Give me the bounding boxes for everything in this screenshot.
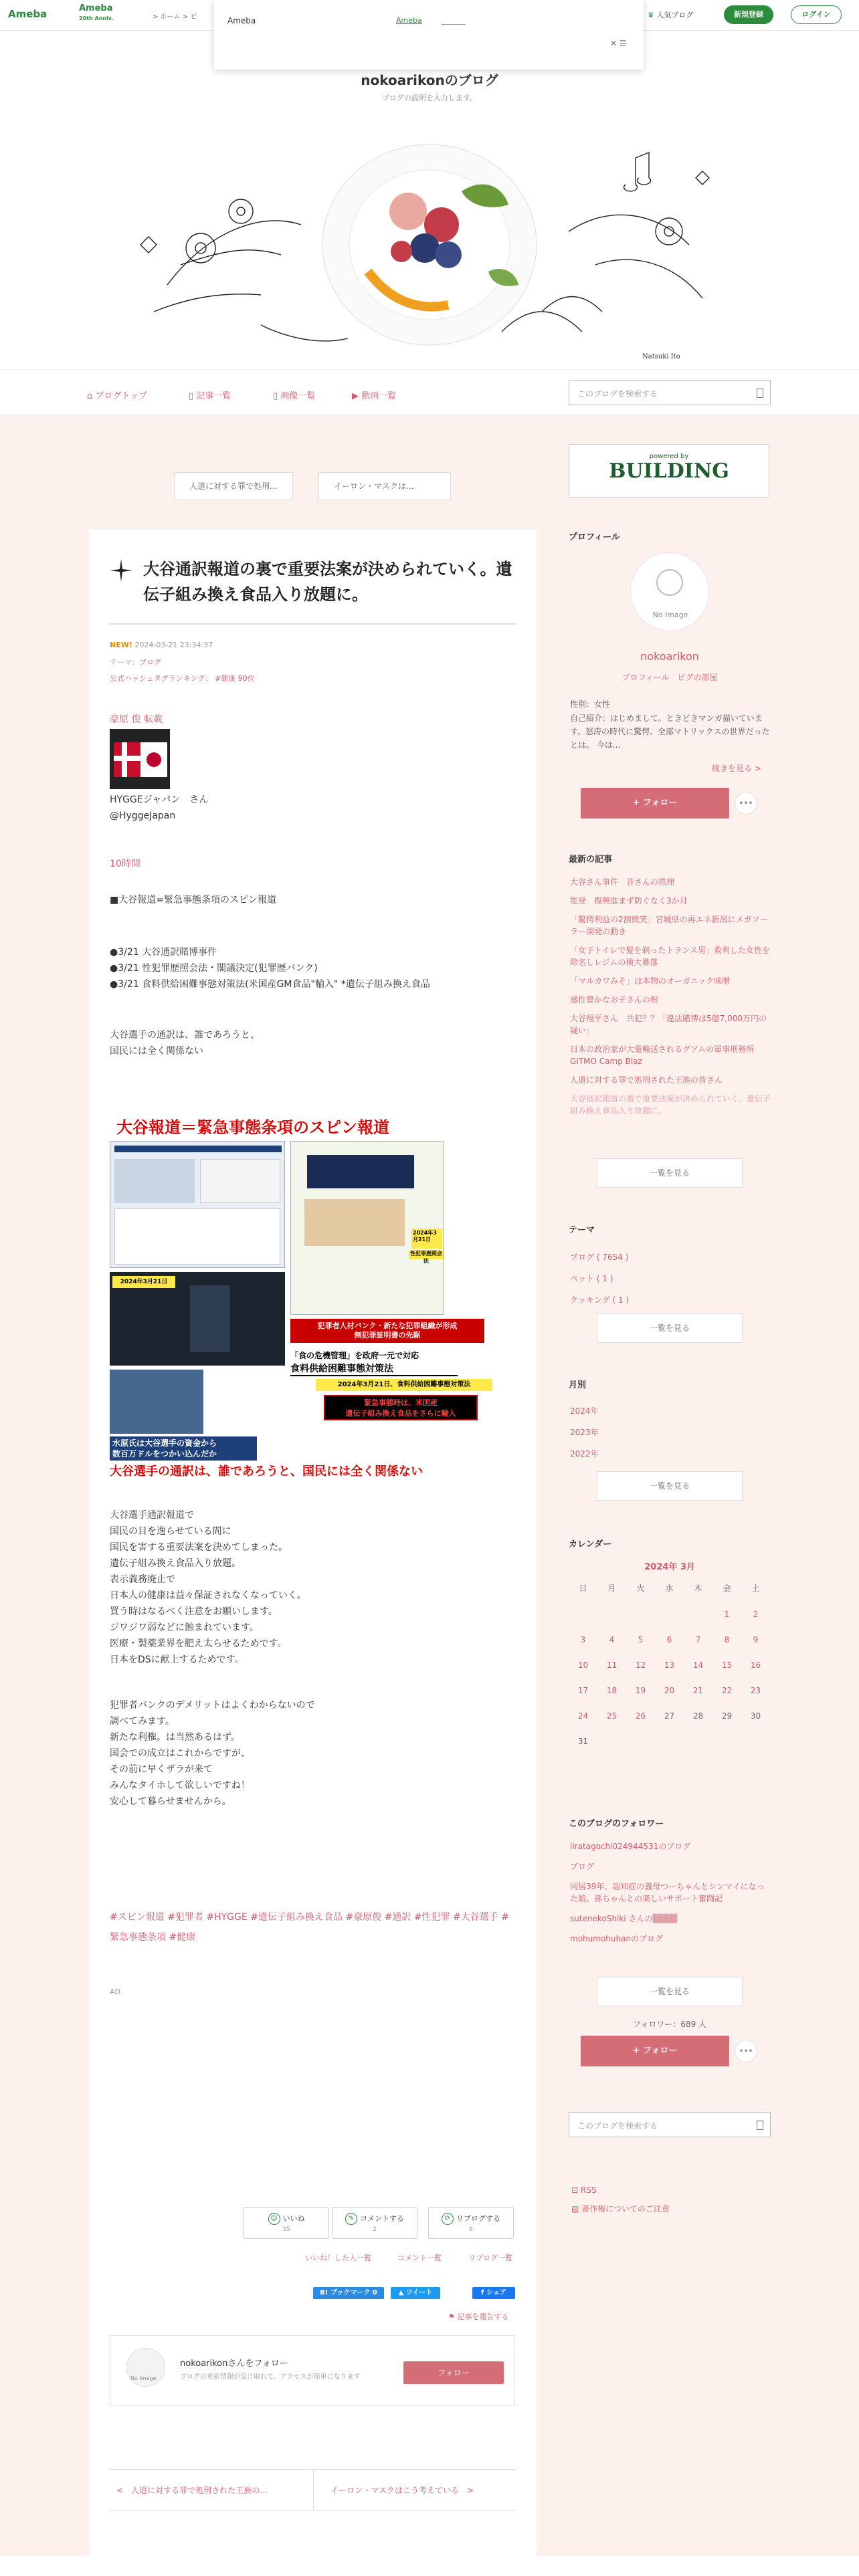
ranking-rank: 90位 [237,674,255,683]
fig-date-2: 2024年3月21日 [112,1276,175,1288]
calendar-day[interactable]: 3 [580,1635,586,1644]
ad-popup-underline [442,24,466,25]
infographic-panel-law [290,1141,444,1315]
house-icon: ⌂ [87,391,93,401]
theme-item[interactable]: ブログ ( 7654 ) [570,1253,629,1262]
chevron-right-icon: > [467,2486,474,2495]
bookmark-count: 0 [372,2289,377,2296]
pagination-divider [313,2470,314,2510]
nav-videos[interactable] [352,389,396,401]
more-options-icon[interactable]: ••• [735,2040,757,2062]
illustrator-signature: Natsuki Ito [642,353,680,360]
calendar-day: 27 [664,1711,675,1721]
title-divider [110,623,516,625]
month-item[interactable]: 2023年 [570,1428,599,1437]
blog-search-placeholder: このブログを検索する [577,389,658,399]
calendar-day: 31 [577,1737,589,1746]
ad-popup-link[interactable]: Ameba [396,16,422,25]
entry-date-line [110,641,213,649]
theme-item[interactable]: ペット ( 1 ) [570,1274,613,1283]
reblog-list-link[interactable]: リブログ一覧 [468,2254,512,2262]
hashtag[interactable]: #犯罪者 [167,1912,203,1923]
like-count: 35 [282,2226,290,2233]
fig-emergency [324,1395,478,1420]
calendar-weekdays [569,1582,771,1594]
ad-popup [214,0,644,70]
recent-heading: 最新の記事 [569,855,613,865]
calendar-day[interactable]: 22 [721,1686,733,1695]
search-icon[interactable] [757,389,763,398]
nav-images[interactable] [273,389,315,401]
paragraph-5: 犯罪者バンクのデメリットはよくわからないので 調べてみます。 新たな利権。は当然あるはず。 国会での成立はこれからですが、 その前に早くザラが来て みんなタイホして欲しいですね！ 安心して暮らせませんから。 [110,1700,315,1807]
recent-item[interactable]: 大谷翔平さん 共犯？？「違法賭博は5億7,000万円の疑い」 [570,1014,767,1035]
new-badge: NEW! [110,641,132,649]
weekday: 木 [694,1584,702,1593]
prev-entry-top[interactable] [174,472,293,500]
calendar-day[interactable]: 20 [664,1686,675,1695]
flag-icon: ⚑ [448,2313,455,2321]
profile-noimage: No Image [652,611,688,619]
nav-blog-top-label: ブログトップ [95,391,148,401]
crown-icon: ♛ [648,11,654,19]
bird-icon: ▲ [398,2289,404,2296]
powered-by: powered by [649,453,689,460]
calendar-day[interactable]: 23 [750,1686,761,1695]
avatar [126,2348,165,2387]
follow-button[interactable]: フォロー [403,2361,504,2384]
ameba-20th-logo-text: Ameba [79,3,113,13]
panel-news-photo [114,1159,195,1203]
profile-gender: 性別：女性 [570,700,611,709]
fig-food-law: 食料供給困難事態対策法 [290,1362,458,1376]
fig-footer: 大谷選手の通訳は、誰であろうと、国民には全く関係ない [110,1465,423,1479]
profile-name[interactable]: nokoarikon [640,650,699,663]
blog-title[interactable]: nokoarikonのブログ [361,72,498,88]
next-entry-top[interactable] [318,472,451,500]
weekday: 火 [636,1584,645,1593]
breadcrumb-pigg[interactable]: ピ [190,13,197,21]
entry-theme-link[interactable]: ブログ [139,658,161,667]
nav-articles[interactable] [189,389,231,401]
popular-blog-label: 人気ブログ [656,11,694,19]
next-entry-label: イーロン・マスクはこう考えている [330,2486,460,2495]
fig-caption-1-line2: 無犯罪証明書の先駆 [354,1331,421,1339]
blog-header [0,31,859,369]
ameba-logo[interactable]: Ameba [8,8,47,20]
fig-emergency-line2: 遺伝子組み換え食品をさらに輸入 [345,1409,456,1418]
hashtag[interactable]: #性犯罪 [413,1912,450,1923]
more-options-icon[interactable]: ••• [735,792,757,815]
sidebar-follow-button[interactable]: + フォロー [581,788,729,819]
sidebar-search-placeholder: このブログを検索する [577,2121,658,2131]
profile-links [569,671,771,683]
prev-entry-top-label: 人道に対する罪で処刑... [189,481,278,491]
calendar-day[interactable]: 16 [750,1660,761,1670]
copyright-label: 著作権についてのご注意 [581,2204,670,2214]
weekday: 日 [579,1584,587,1593]
monthly-heading: 月別 [569,1380,587,1390]
login-button[interactable]: ログイン [791,5,842,24]
hashtag-ranking-line [110,673,255,683]
follower-item[interactable]: 同居39年、認知症の義母つーちゃんとシンマイになった娘。孫ちゃんとの楽しいサポート奮闘記 [570,1882,765,1903]
hashtag[interactable]: #緊急事態条項 [110,1912,509,1943]
recent-item[interactable]: 感性豊かなお子さんの根 [570,995,659,1004]
hashtag[interactable]: #遺伝子組み換え食品 [250,1912,343,1923]
copyright-link[interactable] [571,2203,670,2214]
register-button[interactable]: 新規登録 [724,5,773,24]
rss-icon: ⊡ [571,2185,579,2195]
panel-news-article [114,1208,280,1265]
calendar-day: 28 [692,1711,704,1721]
next-entry-link[interactable] [330,2484,474,2496]
hashtag[interactable]: #HYGGE [206,1912,248,1923]
calendar-day[interactable]: 8 [724,1635,730,1644]
calendar-day[interactable]: 9 [753,1635,759,1644]
tweet-button[interactable] [391,2287,440,2299]
ranking-tag-link[interactable]: #健康 [214,674,236,683]
pigg-room-link[interactable]: ピグの部屋 [677,673,718,682]
post-time: 10時間 [110,859,140,869]
ameba-20th-logo[interactable] [79,4,113,23]
nav-images-label: 画像一覧 [280,391,316,401]
calendar-day[interactable]: 15 [721,1660,733,1670]
profile-intro: 自己紹介：はじめまして。ときどきマンガ描いています。怒涛の時代に驚愕、全部マトリックスの世界だったとは。 今は... [570,714,770,750]
infographic-panel-players [110,1370,203,1434]
follow-box-title: nokoarikonさんをフォロー [180,2359,288,2369]
reblog-icon: ⟳ [442,2213,454,2225]
theme-view-list-button[interactable]: 一覧を見る [597,1313,743,1343]
next-entry-top-label: イーロン・マスクは... [334,481,414,491]
document-icon: ▯ [189,391,194,401]
recent-item[interactable]: 「マルカワみそ」は本物のオーガニック味噌 [570,976,731,986]
fig-food-title: 「食の危機管理」を政府一元で対応 [290,1351,419,1360]
follow-box-desc: ブログの更新情報が受け取れて、アクセスが簡単になります [180,2373,361,2381]
calendar-day: 29 [721,1711,733,1721]
calendar-week [569,1660,771,1670]
follower-count: フォロワー：689 人 [632,2020,707,2029]
facebook-icon: f [481,2289,484,2296]
panel-news-band [114,1146,282,1152]
infographic-panel-photo [110,1272,285,1366]
calendar-day[interactable]: 14 [692,1660,704,1670]
recent-item[interactable]: 「女子トイレで髪を剃ったトランス男」救利した女性を除名しレジムの検大暴落 [570,946,771,967]
recent-item[interactable]: 大谷さん事件 昔さんの推理 [570,877,675,887]
calendar-week [569,1635,771,1644]
weekday: 水 [665,1584,674,1593]
calendar-day[interactable]: 25 [606,1711,617,1721]
fig-mizuhara [110,1436,257,1461]
calendar-day[interactable]: 10 [577,1660,589,1670]
hashtag[interactable]: #スピン報道 [110,1912,165,1923]
calendar-day[interactable]: 13 [664,1660,675,1670]
ad-popup-brand: Ameba [227,16,256,25]
infographic-panel-news [110,1141,285,1268]
reblog-label: リブログする [456,2214,500,2223]
calendar-day[interactable]: 7 [695,1635,701,1644]
panel-photo-figure [190,1285,230,1352]
blog-description: ブログの説明を入力します。 [381,94,478,102]
panel-law-chart [307,1155,414,1188]
followers-view-list-button[interactable]: 一覧を見る [597,1977,743,2006]
recent-item-current[interactable]: 大谷通訳報道の裏で重要法案が決められていく。遺伝子組み換え食品入り放題に。 [570,1094,771,1115]
fig-note-1: 性犯罪歴照会法 [410,1251,442,1264]
entry-date: 2024-03-21 23:34:37 [134,641,213,649]
theme-list [570,1247,771,1311]
share-label: シェア [486,2289,506,2296]
calendar-week [569,1686,771,1695]
calendar-day[interactable]: 12 [635,1660,646,1670]
panel-news-text [200,1159,280,1203]
flags-avatar [110,729,170,789]
tweet-label: ツイート [405,2289,433,2296]
breadcrumb-home[interactable]: ホーム [160,13,181,21]
building-banner[interactable] [569,444,769,498]
reblog-from[interactable]: 豪原 俊 転載 [110,714,163,725]
fig-date-3: 2024年3月21日、食料供給困難事態対策法 [316,1379,492,1391]
recent-list [570,876,771,1123]
follower-item[interactable]: ブログ [570,1862,595,1871]
profile-heading: プロフィール [569,532,620,542]
prev-entry-label: 人道に対する罪で処刑された王族の... [131,2486,268,2495]
comment-list-link[interactable]: コメント一覧 [397,2254,442,2262]
monthly-list [570,1400,771,1465]
source-name[interactable]: HYGGEジャパン さん [110,794,209,805]
entry-article [90,530,537,2556]
header-illustration [127,111,732,365]
weekday: 月 [607,1584,616,1593]
like-button[interactable] [244,2207,329,2239]
calendar-day[interactable]: 6 [666,1635,672,1644]
fig-mizuhara-line2: 数百万ドルをつかい込んだか [112,1449,217,1459]
calendar-day: 30 [750,1711,761,1721]
nav-videos-label: 動画一覧 [361,391,397,401]
report-label: 記事を報告する [457,2313,509,2321]
calendar-heading: カレンダー [569,1539,612,1549]
hashtag[interactable]: #通訳 [384,1912,411,1923]
hashtag[interactable]: #健康 [169,1932,196,1943]
infographic-image[interactable] [110,1111,514,1481]
document-icon: ▤ [571,2204,579,2214]
follower-item[interactable]: sutenekoShiki さんの▒▒▒▒ [570,1914,678,1923]
comment-button[interactable] [332,2207,417,2239]
calendar-week [569,1737,771,1746]
image-icon: ▯ [273,391,278,401]
follower-item[interactable]: mohumohuhanのブログ [570,1934,664,1943]
fig-caption-1 [290,1319,484,1343]
blog-search-input[interactable] [569,380,771,405]
hashtag[interactable]: #大谷選手 [452,1912,498,1923]
facebook-share-button[interactable] [472,2287,515,2299]
calendar-day[interactable]: 26 [635,1711,646,1721]
theme-label: テーマ： [110,658,139,667]
monthly-view-list-button[interactable]: 一覧を見る [597,1471,743,1501]
rss-label: RSS [580,2185,597,2195]
calendar-day[interactable]: 2 [753,1610,759,1619]
calendar-day[interactable]: 11 [606,1660,617,1670]
ad-popup-close-icon[interactable]: ✕ ☰ [610,39,627,48]
follow-box [110,2335,515,2406]
comment-count: 2 [373,2226,377,2233]
hatena-bookmark-button[interactable] [313,2287,384,2299]
source-handle[interactable]: @HyggeJapan [110,811,176,821]
paragraph-1: ■大谷報道=緊急事態条項のスピン報道 [110,895,276,905]
calendar-day[interactable]: 1 [724,1610,730,1619]
followers-heading: このブログのフォロワー [569,1819,664,1829]
chevron-left-icon: < [116,2486,124,2495]
ranking-label: 公式ハッシュタグランキング： [110,674,213,683]
smile-icon: ☺ [268,2213,280,2225]
breadcrumb: > ホーム > ピ [153,13,197,21]
profile-more-link[interactable]: 続きを見る > [712,764,761,773]
calendar-day[interactable]: 24 [577,1711,589,1721]
calendar-day[interactable]: 19 [635,1686,646,1695]
theme-heading: テーマ [569,1225,595,1235]
prev-entry-link[interactable] [116,2484,268,2496]
profile-avatar[interactable] [630,552,709,631]
video-icon: ▶ [352,391,359,401]
rss-link[interactable] [571,2185,596,2195]
sidebar-follow-button-2[interactable]: + フォロー [581,2036,729,2066]
liked-users-link[interactable]: いいね！した人一覧 [305,2254,371,2262]
sidebar-search-input[interactable] [569,2112,771,2137]
hashtag[interactable]: #豪原俊 [345,1912,382,1923]
entry-pagination [110,2469,516,2510]
calendar-day[interactable]: 17 [577,1686,589,1695]
calendar-day[interactable]: 21 [692,1686,704,1695]
calendar-week [569,1610,771,1619]
panel-law-photo [304,1199,405,1246]
popular-blog-link[interactable] [648,9,693,20]
person-icon [656,569,683,596]
weekday: 金 [723,1584,731,1593]
nav-blog-top[interactable] [87,389,147,401]
report-link[interactable] [448,2311,508,2322]
nav-articles-label: 記事一覧 [196,391,231,401]
comment-icon: ✎ [345,2213,357,2225]
infographic-heading: 大谷報道＝緊急事態条項のスピン報道 [116,1118,389,1137]
month-item[interactable]: 2024年 [570,1406,599,1416]
fig-emergency-line1: 緊急事態時は、米国産 [364,1398,438,1407]
comment-label: コメントする [360,2214,404,2223]
recent-view-list-button[interactable]: 一覧を見る [597,1158,743,1188]
building-logo: BUILDING [609,459,729,483]
entry-title[interactable]: 大谷通訳報道の裏で重要法案が決められていく。遺伝子組み換え食品入り放題に。 [143,560,512,604]
follower-item[interactable]: iiratagochi024944531のブログ [570,1842,691,1851]
followers-list [570,1840,771,1953]
reblog-button[interactable] [428,2207,514,2239]
calendar-day[interactable]: 18 [606,1686,617,1695]
bookmark-label: B! ブックマーク [320,2289,371,2296]
page-footer [0,2556,859,2576]
sparkle-icon [110,559,132,582]
search-icon[interactable] [757,2121,763,2130]
weekday: 土 [751,1584,760,1593]
ad-label: AD [110,1988,120,1996]
recent-item[interactable]: 人道に対する罪で処刑された王族の皆さん [570,1075,723,1085]
recent-item[interactable]: 能登 復興進まず防ぐなく3か月 [570,896,688,905]
calendar-week [569,1711,771,1721]
recent-item[interactable]: 「驚愕利益の2割微笑」宮城県の再エネ新潟にメガソーラー開発の動き [570,915,768,936]
paragraph-3: 大谷選手の通訳は、誰であろうと、 国民には全く関係ない [110,1030,260,1057]
profile-link[interactable]: プロフィール [622,673,670,682]
reblog-count: 6 [469,2226,473,2233]
month-item[interactable]: 2022年 [570,1449,599,1459]
fig-date-1: 2024年3月21日 [411,1228,442,1249]
entry-theme-line [110,657,161,667]
paragraph-2: ●3/21 大谷通訳賭博事件 ●3/21 性犯罪歴照会法・閣議決定(犯罪歴バンク) ●3/21 食料供給困難事態対策法(米国産GM食品"輸入" *遺伝子組み換え食品 [110,947,430,990]
calendar-month: 2024年 3月 [644,1562,695,1572]
like-label: いいね [282,2214,305,2223]
hashtag-list [110,1907,518,1947]
followbox-noimage: No Image [130,2375,157,2381]
ameba-20th-logo-sub: 20th Anniv. [79,15,114,21]
fig-mizuhara-line1: 水原氏は大谷選手の資金から [112,1438,217,1448]
paragraph-4: 大谷選手通訳報道で 国民の目を逸らせている間に 国民を害する重要法案を決めてしまった。 遺伝子組み換え食品入り放題。 表示義務廃止で 日本人の健康は益々保証されなくなっていく。 買う時はなるべく注意をお願いします。 ジワジワ弱などに蝕まれています。 医療・製薬業界を肥え太らせるためです。 日本をDSに献上するためです。 [110,1510,306,1665]
fig-caption-1-line1: 犯罪者人材バンク・新たな犯罪組織が形成 [317,1321,458,1330]
calendar-day[interactable]: 4 [609,1635,615,1644]
recent-item[interactable]: 日本の政治家が大量輸送されるグアムの軍事刑務所 GITMO Camp Blaz [570,1045,755,1066]
calendar-grid [569,1582,771,1762]
calendar-day[interactable]: 5 [638,1635,644,1644]
theme-item[interactable]: クッキング ( 1 ) [570,1295,630,1305]
